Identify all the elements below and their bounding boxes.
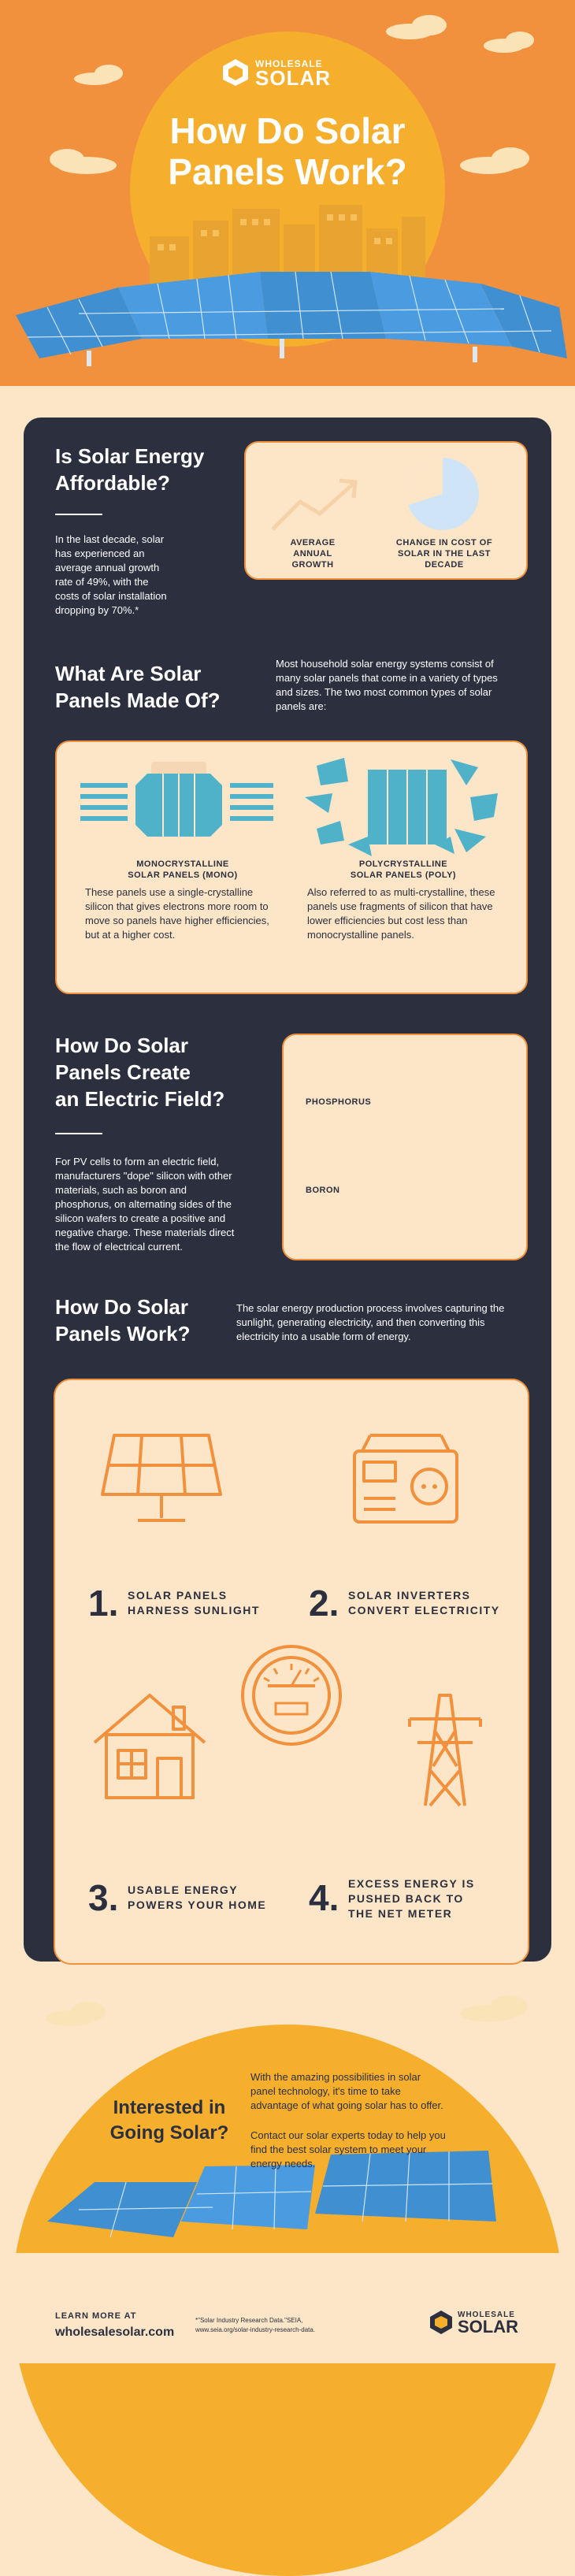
step-label: SOLAR PANELS HARNESS SUNLIGHT	[128, 1589, 260, 1616]
brand-line1: WHOLESALE	[255, 58, 323, 69]
mono-title: MONOCRYSTALLINE SOLAR PANELS (MONO)	[128, 859, 238, 880]
boron-label: BORON	[306, 1186, 340, 1195]
electric-field-card	[282, 1034, 528, 1260]
step-number: 4.	[309, 1877, 339, 1918]
poly-title: POLYCRYSTALLINE SOLAR PANELS (POLY)	[350, 859, 457, 880]
learn-more-label: LEARN MORE AT	[55, 2311, 137, 2321]
cta-heading: Interested in Going Solar?	[109, 2097, 229, 2144]
divider	[55, 514, 102, 515]
footer	[0, 2253, 575, 2363]
brand-logo[interactable]	[222, 58, 331, 90]
brand-line2: SOLAR	[255, 66, 331, 90]
cta-paragraph-1: With the amazing possibilities in solar panel technology, it's time to take advantage of what going solar has to offer.	[250, 2071, 443, 2111]
affordable-stats-card	[244, 441, 528, 580]
brand-line2: SOLAR	[458, 2316, 518, 2337]
title-line1: How Do Solar	[169, 110, 406, 151]
source-note: *"Solar Industry Research Data."SEIA, www.seia.org/solar-industry-research-data.	[195, 2317, 316, 2333]
page-title	[110, 110, 465, 192]
solar-panel-array-icon	[16, 272, 567, 358]
affordable-body: In the last decade, solar has experienced an average annual growth rate of 49%, with the costs of solar installation dropping by 70%.*	[55, 533, 167, 616]
logo-hexagon-icon	[429, 2310, 453, 2335]
step-label: USABLE ENERGY POWERS YOUR HOME	[128, 1884, 267, 1911]
affordable-heading: Is Solar Energy Affordable?	[55, 444, 205, 495]
steps-card	[54, 1379, 529, 1965]
work-heading: How Do Solar Panels Work?	[55, 1295, 191, 1346]
work-intro: The solar energy production process involves capturing the sunlight, generating electricity, and then converting this electricity into a usable form of energy.	[236, 1302, 505, 1342]
growth-chart-icon	[265, 466, 367, 537]
phosphorus-label: PHOSPHORUS	[306, 1097, 372, 1107]
monocrystalline-panel-icon	[72, 758, 277, 844]
logo-hexagon-icon	[222, 58, 249, 87]
poly-description: Also referred to as multi-crystalline, these panels use fragments of silicon that have lower efficiencies but cost less than monocrystalline panels.	[307, 886, 495, 941]
polycrystalline-panel-icon	[301, 750, 506, 860]
solar-panel-icon	[95, 1427, 228, 1538]
net-meter-icon	[236, 1640, 347, 1750]
footer-logo[interactable]	[429, 2310, 518, 2335]
power-tower-icon	[402, 1680, 488, 1813]
growth-label: AVERAGE ANNUAL GROWTH	[290, 538, 336, 570]
divider	[55, 1133, 102, 1134]
cost-label: CHANGE IN COST OF SOLAR IN THE LAST DECADE	[395, 538, 493, 570]
mono-description: These panels use a single-crystalline silicon that gives electrons more room to move so panels have higher efficiencies, but at a higher cost.	[85, 886, 269, 941]
field-body: For PV cells to form an electric field, manufacturers "dope" silicon with other materials, such as boron and phosphorus, on alternating sides of the silicon wafers to create a positive and negative charge. These materials direct the flow of electrical current.	[55, 1156, 235, 1253]
title-line2: Panels Work?	[168, 151, 407, 192]
cost-pie-chart	[395, 451, 490, 537]
website-link[interactable]: wholesalesolar.com	[55, 2325, 175, 2339]
field-heading: How Do Solar Panels Create an Electric Field?	[55, 1034, 225, 1111]
footer-decoration	[0, 1985, 575, 2253]
step-label: SOLAR INVERTERS CONVERT ELECTRICITY	[348, 1589, 500, 1616]
made-of-intro: Most household solar energy systems consist of many solar panels that come in a variety of types and sizes. The two most common types of solar panels are:	[276, 658, 498, 712]
step-number: 2.	[309, 1583, 339, 1624]
cloud-icon	[46, 1995, 528, 2026]
brand-line1: WHOLESALE	[458, 2310, 515, 2319]
step-number: 1.	[88, 1583, 119, 1624]
cta-paragraph-2: Contact our solar experts today to help you find the best solar system to meet your energy needs.	[250, 2129, 446, 2170]
house-icon	[87, 1687, 213, 1806]
hero-section	[0, 0, 575, 386]
step-label: EXCESS ENERGY IS PUSHED BACK TO THE NET METER	[348, 1877, 475, 1920]
panel-types-card	[55, 741, 528, 994]
inverter-icon	[347, 1427, 465, 1538]
step-number: 3.	[88, 1877, 119, 1918]
made-of-heading: What Are Solar Panels Made Of?	[55, 662, 221, 712]
